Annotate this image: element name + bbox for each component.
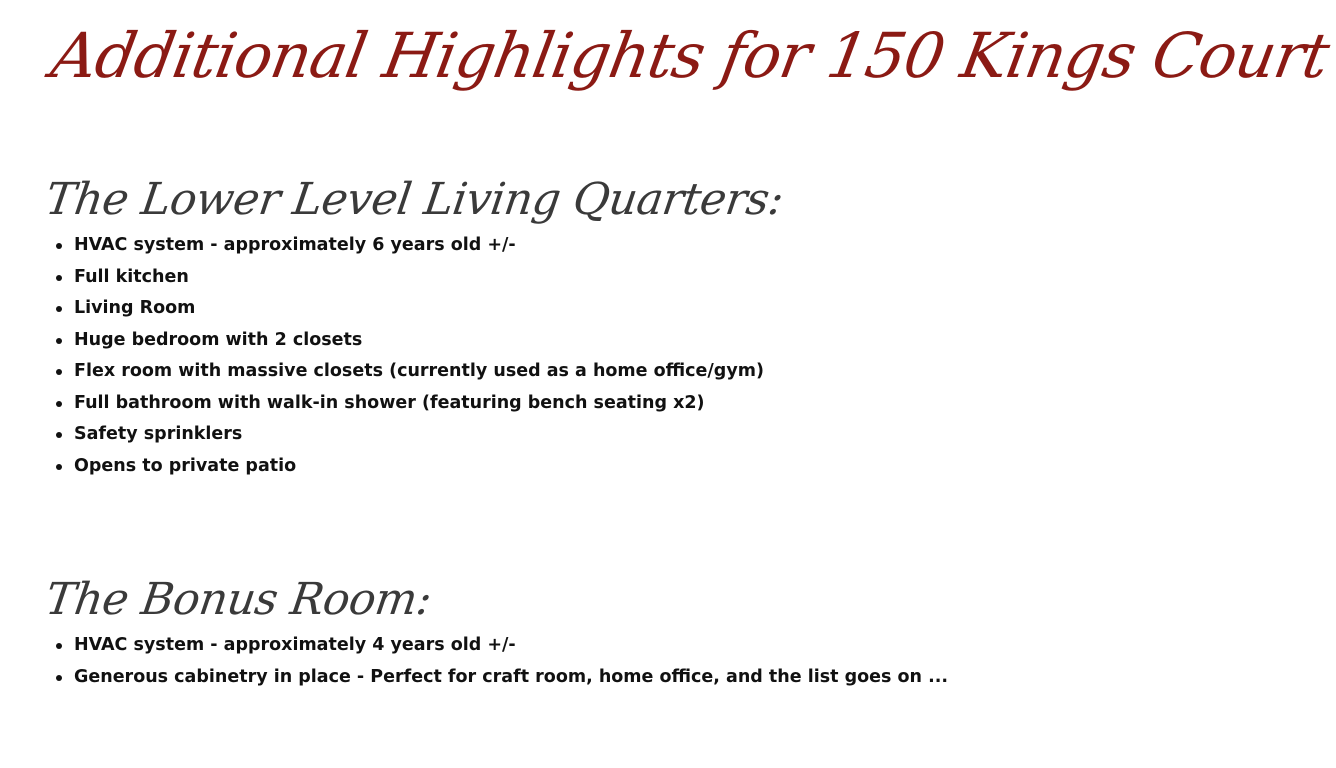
bullet-icon [56, 401, 62, 407]
bullet-icon [56, 369, 62, 375]
bullet-icon [56, 675, 62, 681]
bullet-icon [56, 338, 62, 344]
list-item-text: HVAC system - approximately 4 years old +/- [74, 635, 516, 655]
list-item-text: Generous cabinetry in place - Perfect for craft room, home office, and the list goes on ... [74, 666, 949, 687]
list-item-text: Safety sprinklers [74, 424, 243, 444]
bullet-icon [56, 643, 62, 649]
list-item [52, 630, 948, 662]
bonus-room-list [52, 630, 948, 693]
section-heading-lower-level: The Lower Level Living Quarters: [42, 174, 787, 225]
bullet-icon [56, 432, 62, 438]
list-item [52, 325, 764, 357]
bullet-icon [56, 306, 62, 312]
list-item-text: Flex room with massive closets (currently used as a home office/gym) [74, 361, 764, 381]
list-item-text: Living Room [74, 298, 196, 318]
list-item-text: Full kitchen [74, 266, 189, 287]
bullet-icon [56, 243, 62, 249]
list-item-text: Full bathroom with walk-in shower (featuring bench seating x2) [74, 392, 705, 413]
list-item-text: Opens to private patio [74, 455, 297, 476]
list-item [52, 356, 764, 388]
list-item-text: HVAC system - approximately 6 years old +/- [74, 235, 516, 255]
list-item [52, 419, 764, 451]
bullet-icon [56, 464, 62, 470]
page-title: Additional Highlights for 150 Kings Court [46, 19, 1335, 92]
list-item [52, 293, 764, 325]
lower-level-list [52, 230, 764, 482]
list-item [52, 230, 764, 262]
list-item-text: Huge bedroom with 2 closets [74, 329, 363, 350]
list-item [52, 388, 764, 420]
list-item [52, 262, 764, 294]
list-item [52, 662, 948, 694]
section-heading-bonus-room: The Bonus Room: [42, 574, 435, 625]
bullet-icon [56, 275, 62, 281]
list-item [52, 451, 764, 483]
